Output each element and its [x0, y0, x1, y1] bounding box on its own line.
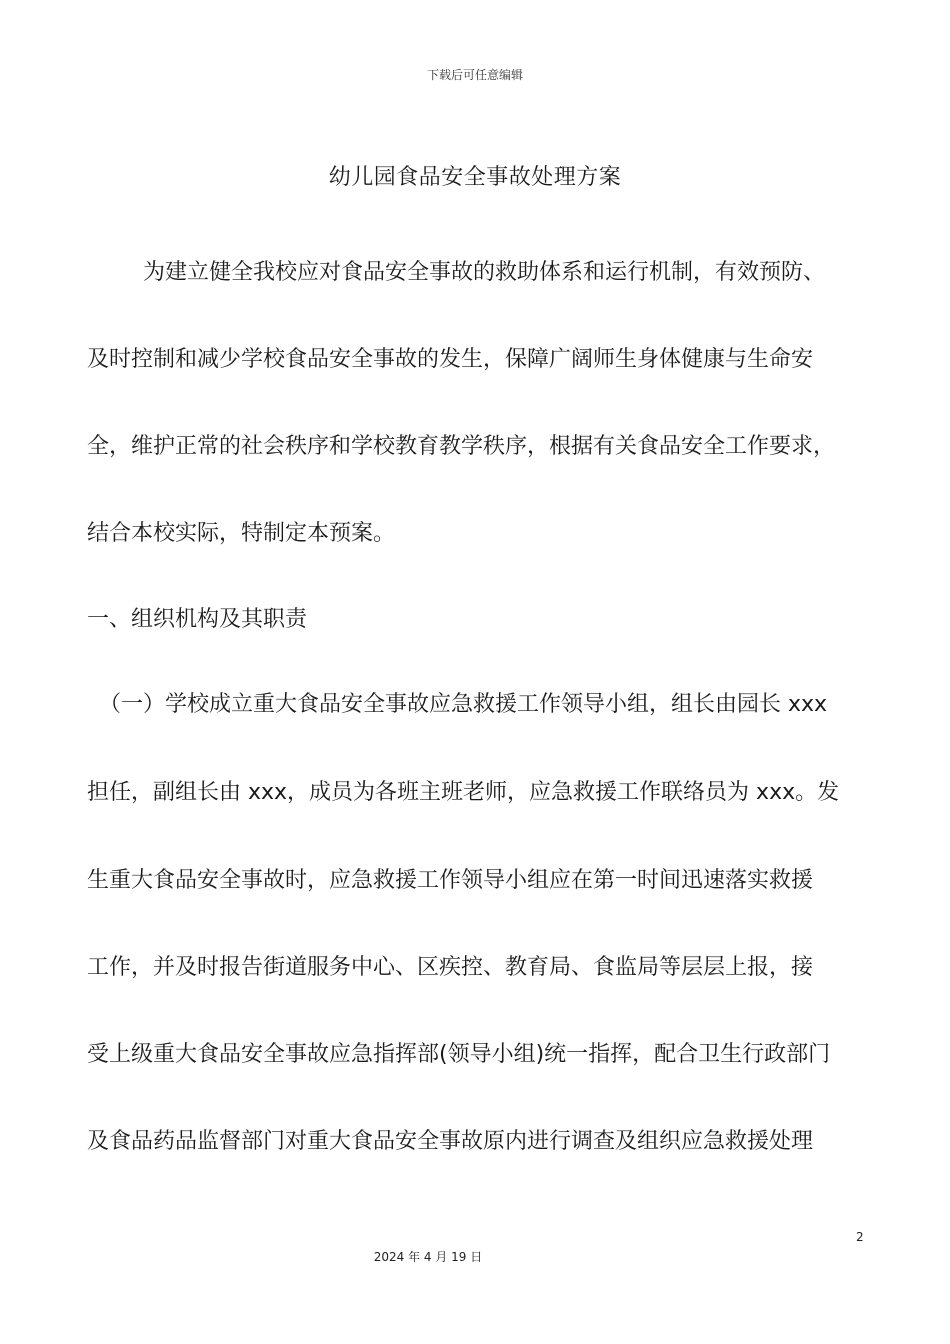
- body-line: 生重大食品安全事故时，应急救援工作领导小组应在第一时间迅速落实救援: [87, 868, 814, 893]
- page-number: 2: [856, 1230, 864, 1244]
- body-line: 受上级重大食品安全事故应急指挥部(领导小组)统一指挥，配合卫生行政部门: [87, 1042, 831, 1067]
- document-title: 幼儿园食品安全事故处理方案: [328, 165, 622, 190]
- body-line: 及食品药品监督部门对重大食品安全事故原内进行调查及组织应急救援处理: [87, 1129, 814, 1154]
- body-line: 担任，副组长由 xxx，成员为各班主班老师，应急救援工作联络员为 xxx。发: [87, 780, 840, 805]
- body-line: 为建立健全我校应对食品安全事故的救助体系和运行机制，有效预防、: [143, 260, 826, 285]
- body-line: 全，维护正常的社会秩序和学校教育教学秩序，根据有关食品安全工作要求，: [87, 434, 836, 459]
- header-note: 下载后可任意编辑: [426, 68, 523, 82]
- footer-date: 2024 年 4 月 19 日: [373, 1250, 483, 1264]
- body-line: 工作，并及时报告街道服务中心、区疾控、教育局、食监局等层层上报，接: [87, 955, 814, 980]
- section-heading: 一、组织机构及其职责: [87, 607, 308, 632]
- body-line: （一）学校成立重大食品安全事故应急救援工作领导小组，组长由园长 xxx: [99, 692, 828, 717]
- body-line: 结合本校实际，特制定本预案。: [87, 521, 396, 546]
- body-line: 及时控制和减少学校食品安全事故的发生，保障广阔师生身体健康与生命安: [87, 347, 814, 372]
